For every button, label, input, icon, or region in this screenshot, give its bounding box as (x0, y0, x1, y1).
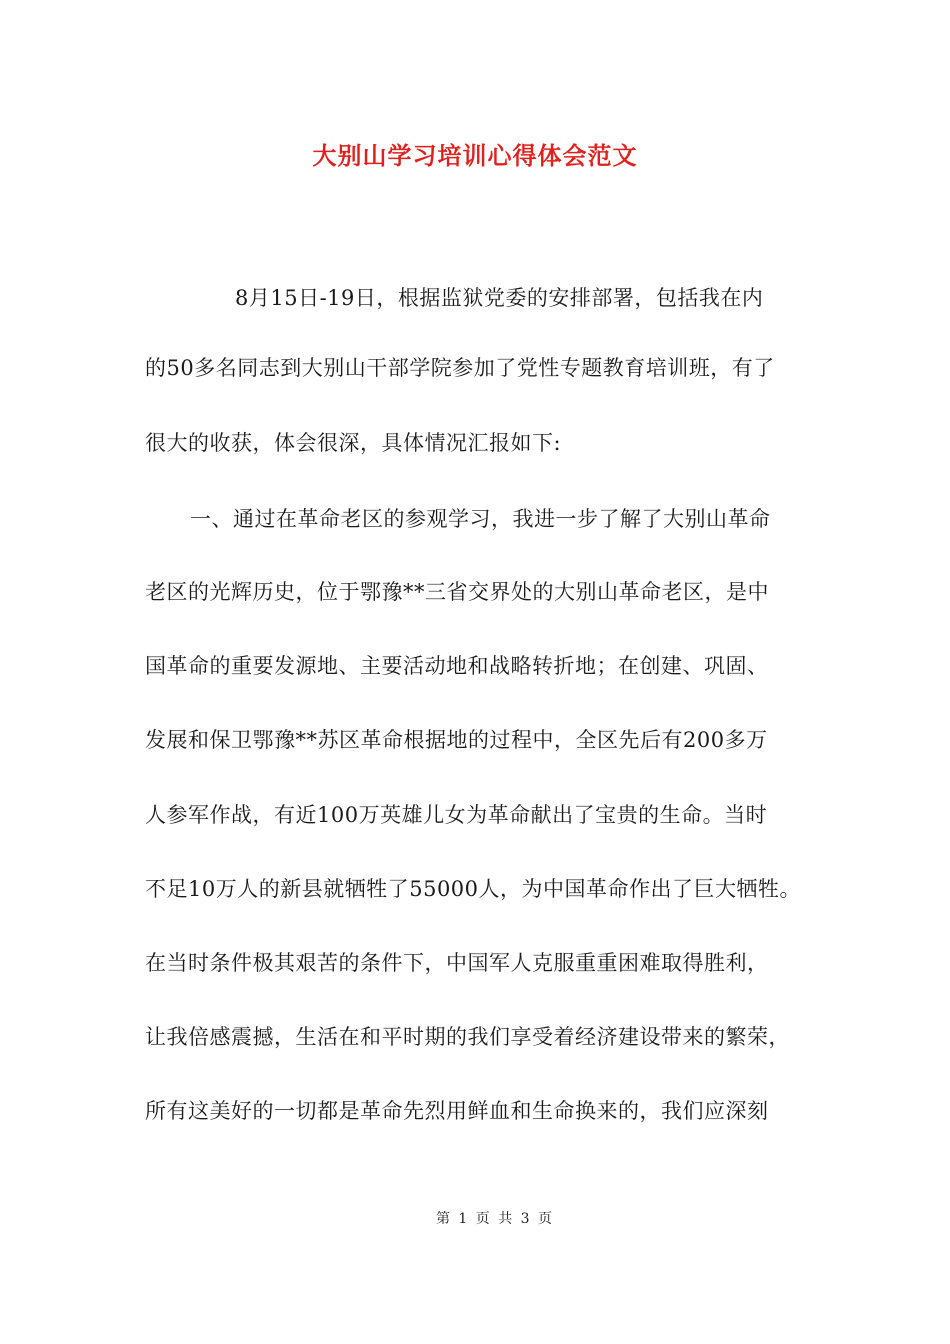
body-line-8: 人参军作战，有近100万英雄儿女为革命献出了宝贵的生命。当时 (145, 803, 768, 827)
body-line-10: 在当时条件极其艰苦的条件下，中国军人克服重重困难取得胜利， (145, 951, 769, 975)
body-line-6: 国革命的重要发源地、主要活动地和战略转折地；在创建、巩固、 (145, 654, 769, 678)
body-line-9: 不足10万人的新县就牺牲了55000人，为中国革命作出了巨大牺牲。 (145, 877, 802, 901)
body-line-3: 很大的收获，体会很深，具体情况汇报如下: (145, 431, 562, 455)
body-line-2: 的50多名同志到大别山干部学院参加了党性专题教育培训班，有了 (145, 356, 775, 380)
document-title: 大别山学习培训心得体会范文 (312, 142, 638, 170)
page-number-footer: 第 1 页 共 3 页 (435, 1211, 555, 1227)
body-line-4: 一、通过在革命老区的参观学习，我进一步了解了大别山革命 (190, 507, 771, 531)
body-line-12: 所有这美好的一切都是革命先烈用鲜血和生命换来的，我们应深刻 (145, 1099, 769, 1123)
body-line-11: 让我倍感震撼，生活在和平时期的我们享受着经济建设带来的繁荣， (145, 1025, 790, 1049)
body-line-5: 老区的光辉历史，位于鄂豫**三省交界处的大别山革命老区，是中 (145, 580, 769, 604)
body-line-7: 发展和保卫鄂豫**苏区革命根据地的过程中，全区先后有200多万 (145, 728, 768, 752)
body-line-1: 8月15日-19日，根据监狱党委的安排部署，包括我在内 (235, 286, 764, 310)
